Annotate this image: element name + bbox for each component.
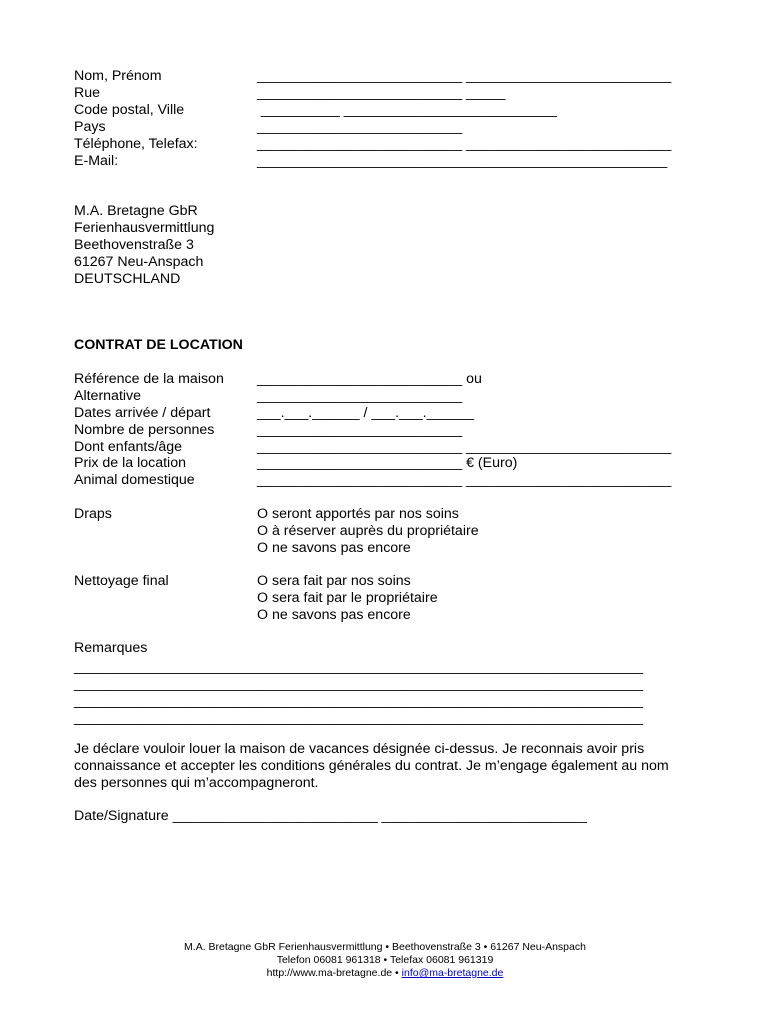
sender-label-email: E-Mail:	[74, 153, 119, 169]
field-label-persons: Nombre de personnes	[74, 422, 215, 438]
draps-option[interactable]: O seront apportés par nos soins	[257, 506, 459, 522]
draps-label: Draps	[74, 506, 112, 522]
draps-option[interactable]: O ne savons pas encore	[257, 540, 411, 556]
nettoyage-option[interactable]: O ne savons pas encore	[257, 607, 411, 623]
sender-line-country[interactable]: __________________________	[257, 119, 463, 135]
recipient-line-city: 61267 Neu-Anspach	[74, 254, 204, 270]
recipient-line-country: DEUTSCHLAND	[74, 271, 181, 287]
recipient-line-company: M.A. Bretagne GbR	[74, 203, 198, 219]
field-label-dates: Dates arrivée / départ	[74, 405, 211, 421]
signature-line[interactable]: Date/Signature __________________________ __________________________	[74, 808, 587, 824]
sender-line-email[interactable]: ____________________________________________________	[257, 153, 668, 169]
nettoyage-label: Nettoyage final	[74, 573, 169, 589]
field-label-reference: Référence de la maison	[74, 371, 224, 387]
sender-label-name: Nom, Prénom	[74, 68, 162, 84]
field-line-persons[interactable]: __________________________	[257, 422, 463, 438]
sender-line-postal[interactable]: __________ ___________________________	[257, 102, 557, 118]
remarques-line[interactable]: ___________________________________________________________________________	[74, 676, 643, 691]
nettoyage-option[interactable]: O sera fait par le propriétaire	[257, 590, 438, 606]
remarques-label: Remarques	[74, 640, 148, 656]
field-line-children[interactable]: __________________________ __________________________	[257, 439, 672, 455]
sender-line-street[interactable]: __________________________ _____	[257, 85, 506, 101]
draps-option[interactable]: O à réserver auprès du propriétaire	[257, 523, 479, 539]
field-line-reference[interactable]: __________________________ ou	[257, 371, 482, 387]
footer-email-link[interactable]: info@ma-bretagne.de	[401, 967, 504, 979]
footer-website[interactable]: http://www.ma-bretagne.de •	[266, 967, 402, 979]
sender-line-phone[interactable]: __________________________ __________________________	[257, 136, 672, 152]
footer-contact	[0, 967, 770, 980]
remarques-line[interactable]: ___________________________________________________________________________	[74, 693, 643, 708]
field-line-pet[interactable]: __________________________ __________________________	[257, 472, 672, 488]
field-line-price[interactable]: __________________________ € (Euro)	[257, 455, 518, 471]
declaration-text: Je déclare vouloir louer la maison de vacances désignée ci-dessus. Je reconnais avoir pris connaissance et accepter les conditions générales du contrat. Je m’engage également au nom des personnes qui m’accompagneront.	[74, 741, 669, 791]
sender-label-street: Rue	[74, 85, 101, 101]
recipient-line-street: Beethovenstraße 3	[74, 237, 194, 253]
recipient-line-dept: Ferienhausvermittlung	[74, 220, 215, 236]
field-label-alternative: Alternative	[74, 388, 142, 404]
sender-label-country: Pays	[74, 119, 106, 135]
nettoyage-option[interactable]: O sera fait par nos soins	[257, 573, 411, 589]
field-line-dates[interactable]: ___.___.______ / ___.___.______	[257, 405, 474, 421]
field-line-alternative[interactable]: __________________________	[257, 388, 463, 404]
remarques-line[interactable]: ___________________________________________________________________________	[74, 659, 643, 674]
field-label-children: Dont enfants/âge	[74, 439, 183, 455]
contract-title: CONTRAT DE LOCATION	[74, 337, 243, 353]
footer-address: M.A. Bretagne GbR Ferienhausvermittlung • Beethovenstraße 3 • 61267 Neu-Anspach	[184, 941, 586, 953]
sender-line-name[interactable]: __________________________ __________________________	[257, 68, 672, 84]
footer-phone: Telefon 06081 961318 • Telefax 06081 961319	[276, 954, 494, 966]
sender-label-phone: Téléphone, Telefax:	[74, 136, 198, 152]
remarques-line[interactable]: ___________________________________________________________________________	[74, 710, 643, 725]
field-label-pet: Animal domestique	[74, 472, 195, 488]
sender-label-postal: Code postal, Ville	[74, 102, 185, 118]
field-label-price: Prix de la location	[74, 455, 186, 471]
